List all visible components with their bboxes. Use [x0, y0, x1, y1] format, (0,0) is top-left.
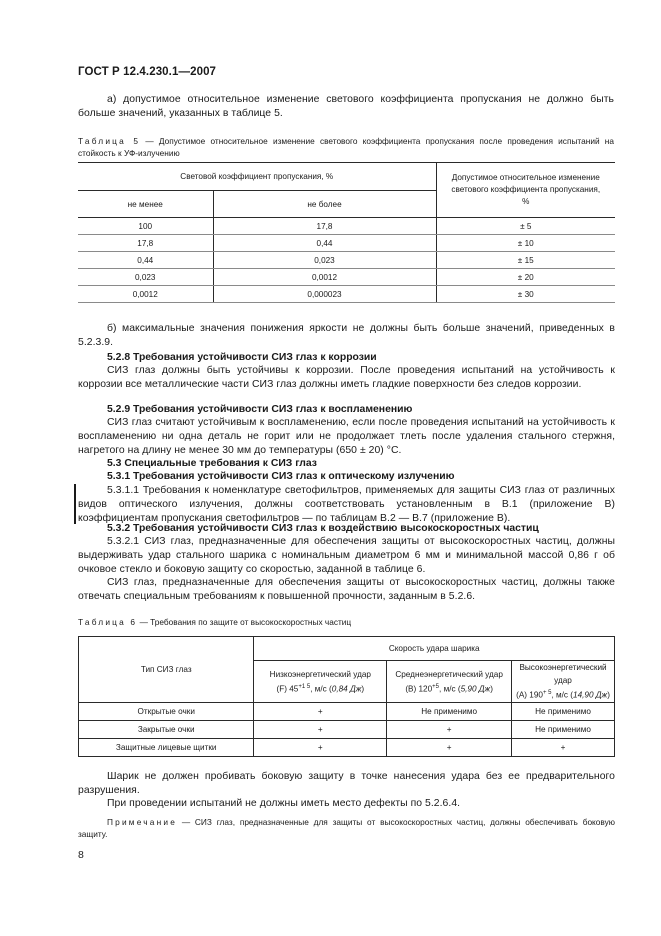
table5-cell-min: 0,0012 [78, 286, 213, 303]
table6-cell-mid: + [387, 738, 512, 756]
table5-cell-change: ± 15 [436, 252, 615, 269]
table6-mid-tolerance: +5 [432, 683, 440, 690]
paragraph-5-2-9: СИЗ глаз считают устойчивым к воспламенению, если после проведения испытаний на устойчивость к воспламенению ни одна деталь не горит или не продолжает тлеть после удаления стального стержня, нагретого на длину не менее 30 мм до температуры (650 ± 20) °С. [78, 417, 615, 457]
table5-cell-max: 0,0012 [213, 269, 436, 286]
table6-high-tolerance: + 5 [542, 690, 552, 696]
table6-caption-label: Таблица 6 [78, 617, 138, 627]
table5-row [78, 252, 615, 269]
table6-mid-label: Среднеэнергетический удар [395, 669, 503, 679]
heading-5-3-2: 5.3.2 Требования устойчивости СИЗ глаз к воздействию высокоскоростных частиц [107, 523, 539, 534]
note-label: Примечание [107, 817, 178, 827]
table6-row [79, 720, 615, 738]
table6-high-close: ) [607, 690, 610, 700]
paragraph-defects: При проведении испытаний не должны иметь место дефекты по 5.2.6.4. [107, 798, 461, 809]
table5-cell-min: 0,023 [78, 269, 213, 286]
heading-5-3: 5.3 Специальные требования к СИЗ глаз [107, 458, 317, 469]
table6-cell-high: Не применимо [512, 702, 615, 720]
table5-caption-label: Таблица 5 [78, 136, 141, 146]
table5-cell-max: 0,023 [213, 252, 436, 269]
table6-caption-text: — Требования по защите от высокоскоростных частиц [137, 617, 352, 627]
note [78, 817, 615, 840]
table6-low-label: Низкоэнергетический удар [269, 669, 371, 679]
page-number: 8 [78, 849, 84, 861]
table6-caption [78, 617, 614, 629]
table5-cell-min: 17,8 [78, 235, 213, 252]
table6 [78, 636, 615, 757]
table6-cell-mid: + [387, 720, 512, 738]
table6-cell-type: Закрытые очки [79, 720, 254, 738]
table6-high-label: Высокоэнергетический удар [519, 663, 607, 685]
table6-high-unit: , м/с ( [551, 690, 574, 700]
table6-low-close: ) [361, 684, 365, 694]
table5-head-min: не менее [78, 191, 213, 218]
table5-row [78, 269, 615, 286]
table6-low-energy: 0,84 Дж [331, 684, 362, 694]
table6-low-tolerance: +1 5 [298, 683, 311, 690]
table5-cell-max: 0,44 [213, 235, 436, 252]
paragraph-5-2-8: СИЗ глаз должны быть устойчивы к коррозии. После проведения испытаний на устойчивость к коррозии все металлические части СИЗ глаз должны иметь гладкие поверхности без следов коррозии. [78, 365, 615, 391]
table5-cell-min: 0,44 [78, 252, 213, 269]
table6-mid-speed: (В) 120 [405, 684, 433, 694]
table6-cell-low: + [254, 702, 387, 720]
table6-cell-high: Не применимо [512, 720, 615, 738]
table6-cell-low: + [254, 720, 387, 738]
table6-head-low [254, 661, 387, 703]
table6-cell-high: + [512, 738, 615, 756]
table5-head-change: Допустимое относительное изменение светового коэффициента пропускания, % [436, 163, 615, 218]
table6-head-high [512, 661, 615, 703]
paragraph-a: а) допустимое относительное изменение светового коэффициента пропускания не должно быть больше значений, указанных в таблице 5. [78, 94, 614, 120]
table6-head-type: Тип СИЗ глаз [79, 637, 254, 703]
table6-row [79, 738, 615, 756]
document-header: ГОСТ Р 12.4.230.1—2007 [78, 66, 217, 78]
table5-cell-max: 0,000023 [213, 286, 436, 303]
table5-row [78, 218, 615, 235]
table6-mid-close: ) [490, 684, 493, 694]
table6-cell-type: Защитные лицевые щитки [79, 738, 254, 756]
table6-head-speed: Скорость удара шарика [254, 637, 615, 661]
table6-high-energy: 14,90 Дж [573, 690, 608, 700]
table5-caption [78, 136, 614, 159]
table6-cell-type: Открытые очки [79, 702, 254, 720]
table5-cell-min: 100 [78, 218, 213, 235]
table5-cell-max: 17,8 [213, 218, 436, 235]
table6-head-mid [387, 661, 512, 703]
table5-row [78, 235, 615, 252]
table5-cell-change: ± 10 [436, 235, 615, 252]
table5-head-transmittance: Световой коэффициент пропускания, % [78, 163, 436, 191]
table5-row [78, 286, 615, 303]
table6-row [79, 702, 615, 720]
note-text: — СИЗ глаз, предназначенные для защиты от высокоскоростных частиц, должны обеспечивать боковую защиту. [78, 817, 615, 839]
heading-5-2-9: 5.2.9 Требования устойчивости СИЗ глаз к воспламенению [107, 404, 413, 415]
table6-low-unit: , м/с ( [310, 684, 332, 694]
table6-high-speed: (А) 190 [516, 690, 543, 700]
paragraph-b: б) максимальные значения понижения яркости не должны быть больше значений, приведенных в 5.2.3.9. [78, 323, 615, 349]
table5-cell-change: ± 30 [436, 286, 615, 303]
table5-cell-change: ± 20 [436, 269, 615, 286]
table6-mid-energy: 5,90 Дж [460, 684, 491, 694]
table5 [78, 162, 615, 303]
heading-5-2-8: 5.2.8 Требования устойчивости СИЗ глаз к коррозии [107, 352, 377, 363]
heading-5-3-1: 5.3.1 Требования устойчивости СИЗ глаз к оптическому излучению [107, 471, 455, 482]
table6-mid-unit: , м/с ( [439, 684, 461, 694]
paragraph-ball: Шарик не должен пробивать боковую защиту в точке нанесения удара без ее предварительного разрушения. [78, 771, 615, 797]
paragraph-5-3-2-1-b: СИЗ глаз, предназначенные для обеспечения защиты от высокоскоростных частиц, должны также отвечать специальным требованиям к повышенной прочности, заданным в 5.2.6. [78, 577, 615, 603]
table6-cell-mid: Не применимо [387, 702, 512, 720]
paragraph-5-3-2-1: 5.3.2.1 СИЗ глаз, предназначенные для обеспечения защиты от высокоскоростных частиц, должны выдерживать удар стального шарика с номинальным диаметром 6 мм и минимальной массой 0,86 г об очковое стекло и боковую защиту со скоростью, заданной в таблице 6. [78, 536, 615, 576]
table6-cell-low: + [254, 738, 387, 756]
paragraph-5-3-1-1: 5.3.1.1 Требования к номенклатуре светофильтров, применяемых для защиты СИЗ глаз от различных видов оптического излучения, должны соответствовать установленным в В.1 (приложение В) коэффициентам пропускания светофильтров — по таблицам В.2 — В.7 (приложение В). [78, 485, 615, 525]
change-bar [74, 484, 76, 524]
table6-low-speed: (F) 45 [276, 684, 299, 694]
table5-head-max: не более [213, 191, 436, 218]
table5-cell-change: ± 5 [436, 218, 615, 235]
table5-caption-text: — Допустимое относительное изменение светового коэффициента пропускания после проведения испытаний на стойкость к УФ-излучению [78, 136, 614, 158]
